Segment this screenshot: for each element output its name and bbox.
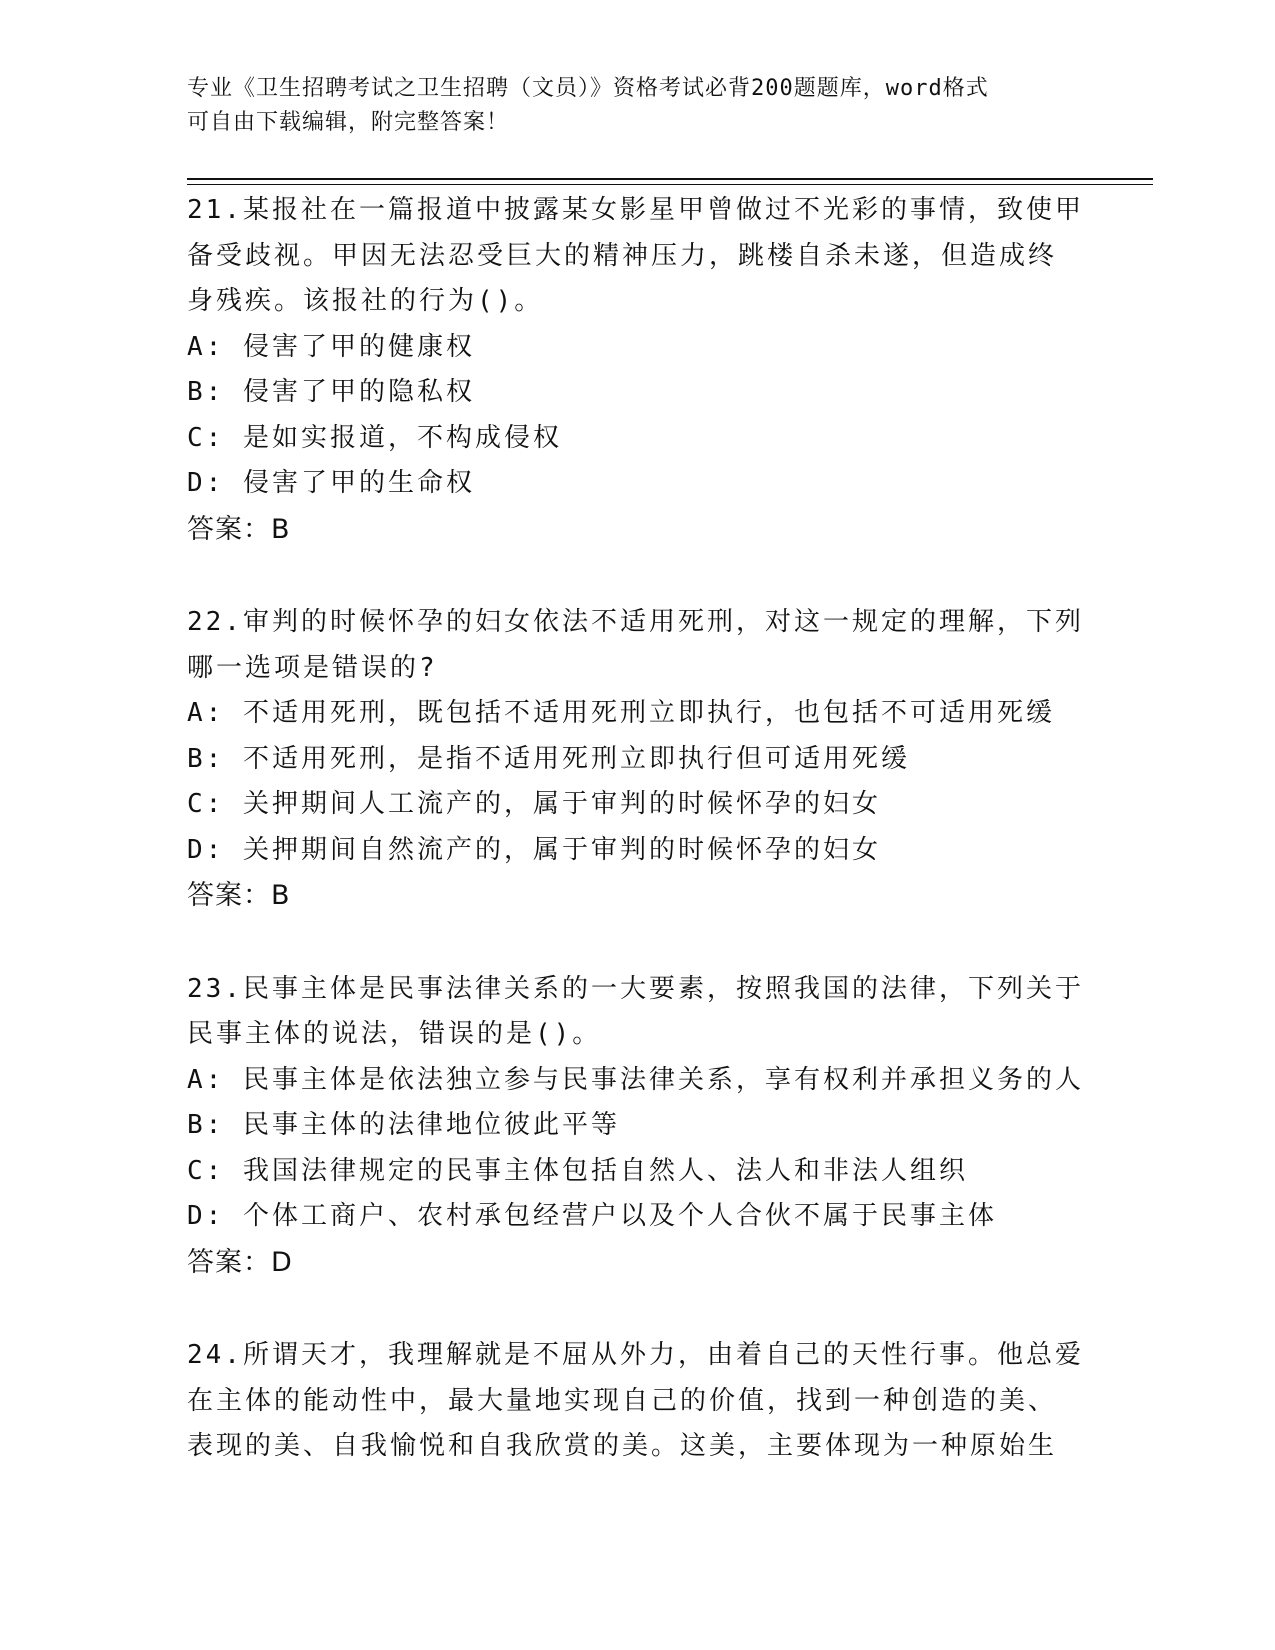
question-text-line: 备受歧视。甲因无法忍受巨大的精神压力，跳楼自杀未遂，但造成终 bbox=[187, 240, 1058, 271]
answer-line: 答案：B bbox=[187, 880, 291, 911]
option-a: A: 不适用死刑，既包括不适用死刑立即执行，也包括不可适用死缓 bbox=[187, 698, 1055, 728]
question-22 bbox=[187, 600, 1087, 919]
option-d: D: 关押期间自然流产的，属于审判的时候怀孕的妇女 bbox=[187, 834, 881, 865]
option-d: D: 侵害了甲的生命权 bbox=[187, 468, 475, 498]
header-title-line-2: 可自由下载编辑，附完整答案！ bbox=[187, 110, 510, 135]
question-23 bbox=[187, 967, 1087, 1286]
option-b: B: 侵害了甲的隐私权 bbox=[187, 377, 475, 407]
option-c: C: 是如实报道，不构成侵权 bbox=[187, 422, 562, 453]
question-list bbox=[187, 188, 1087, 1518]
option-d: D: 个体工商户、农村承包经营户以及个人合伙不属于民事主体 bbox=[187, 1201, 997, 1231]
question-text-line: 民事主体的说法，错误的是()。 bbox=[187, 1019, 602, 1049]
question-text-line: 在主体的能动性中，最大量地实现自己的价值，找到一种创造的美、 bbox=[187, 1385, 1058, 1416]
option-a: A: 侵害了甲的健康权 bbox=[187, 331, 475, 362]
header-title-line-1: 专业《卫生招聘考试之卫生招聘（文员）》资格考试必背200题题库，word格式 bbox=[187, 76, 989, 101]
document-header bbox=[187, 72, 1067, 140]
question-text-line: 23.民事主体是民事法律关系的一大要素，按照我国的法律，下列关于 bbox=[187, 973, 1084, 1004]
option-c: C: 我国法律规定的民事主体包括自然人、法人和非法人组织 bbox=[187, 1155, 968, 1186]
header-divider-thick bbox=[187, 178, 1153, 180]
question-text-line: 22.审判的时候怀孕的妇女依法不适用死刑，对这一规定的理解，下列 bbox=[187, 607, 1084, 637]
question-text-line: 21.某报社在一篇报道中披露某女影星甲曾做过不光彩的事情，致使甲 bbox=[187, 195, 1084, 225]
question-text-line: 24.所谓天才，我理解就是不屈从外力，由着自己的天性行事。他总爱 bbox=[187, 1340, 1084, 1370]
answer-line: 答案：B bbox=[187, 513, 291, 545]
option-b: B: 不适用死刑，是指不适用死刑立即执行但可适用死缓 bbox=[187, 743, 910, 774]
question-text-line: 表现的美、自我愉悦和自我欣赏的美。这美，主要体现为一种原始生 bbox=[187, 1431, 1058, 1461]
option-b: B: 民事主体的法律地位彼此平等 bbox=[187, 1110, 620, 1140]
question-24 bbox=[187, 1333, 1087, 1470]
question-text-line: 身残疾。该报社的行为()。 bbox=[187, 286, 544, 316]
question-text-line: 哪一选项是错误的? bbox=[187, 652, 438, 683]
header-divider-thin bbox=[187, 184, 1153, 185]
option-c: C: 关押期间人工流产的，属于审判的时候怀孕的妇女 bbox=[187, 789, 881, 819]
option-a: A: 民事主体是依法独立参与民事法律关系，享有权利并承担义务的人 bbox=[187, 1064, 1084, 1095]
answer-line: 答案：D bbox=[187, 1246, 293, 1278]
question-21 bbox=[187, 188, 1087, 552]
